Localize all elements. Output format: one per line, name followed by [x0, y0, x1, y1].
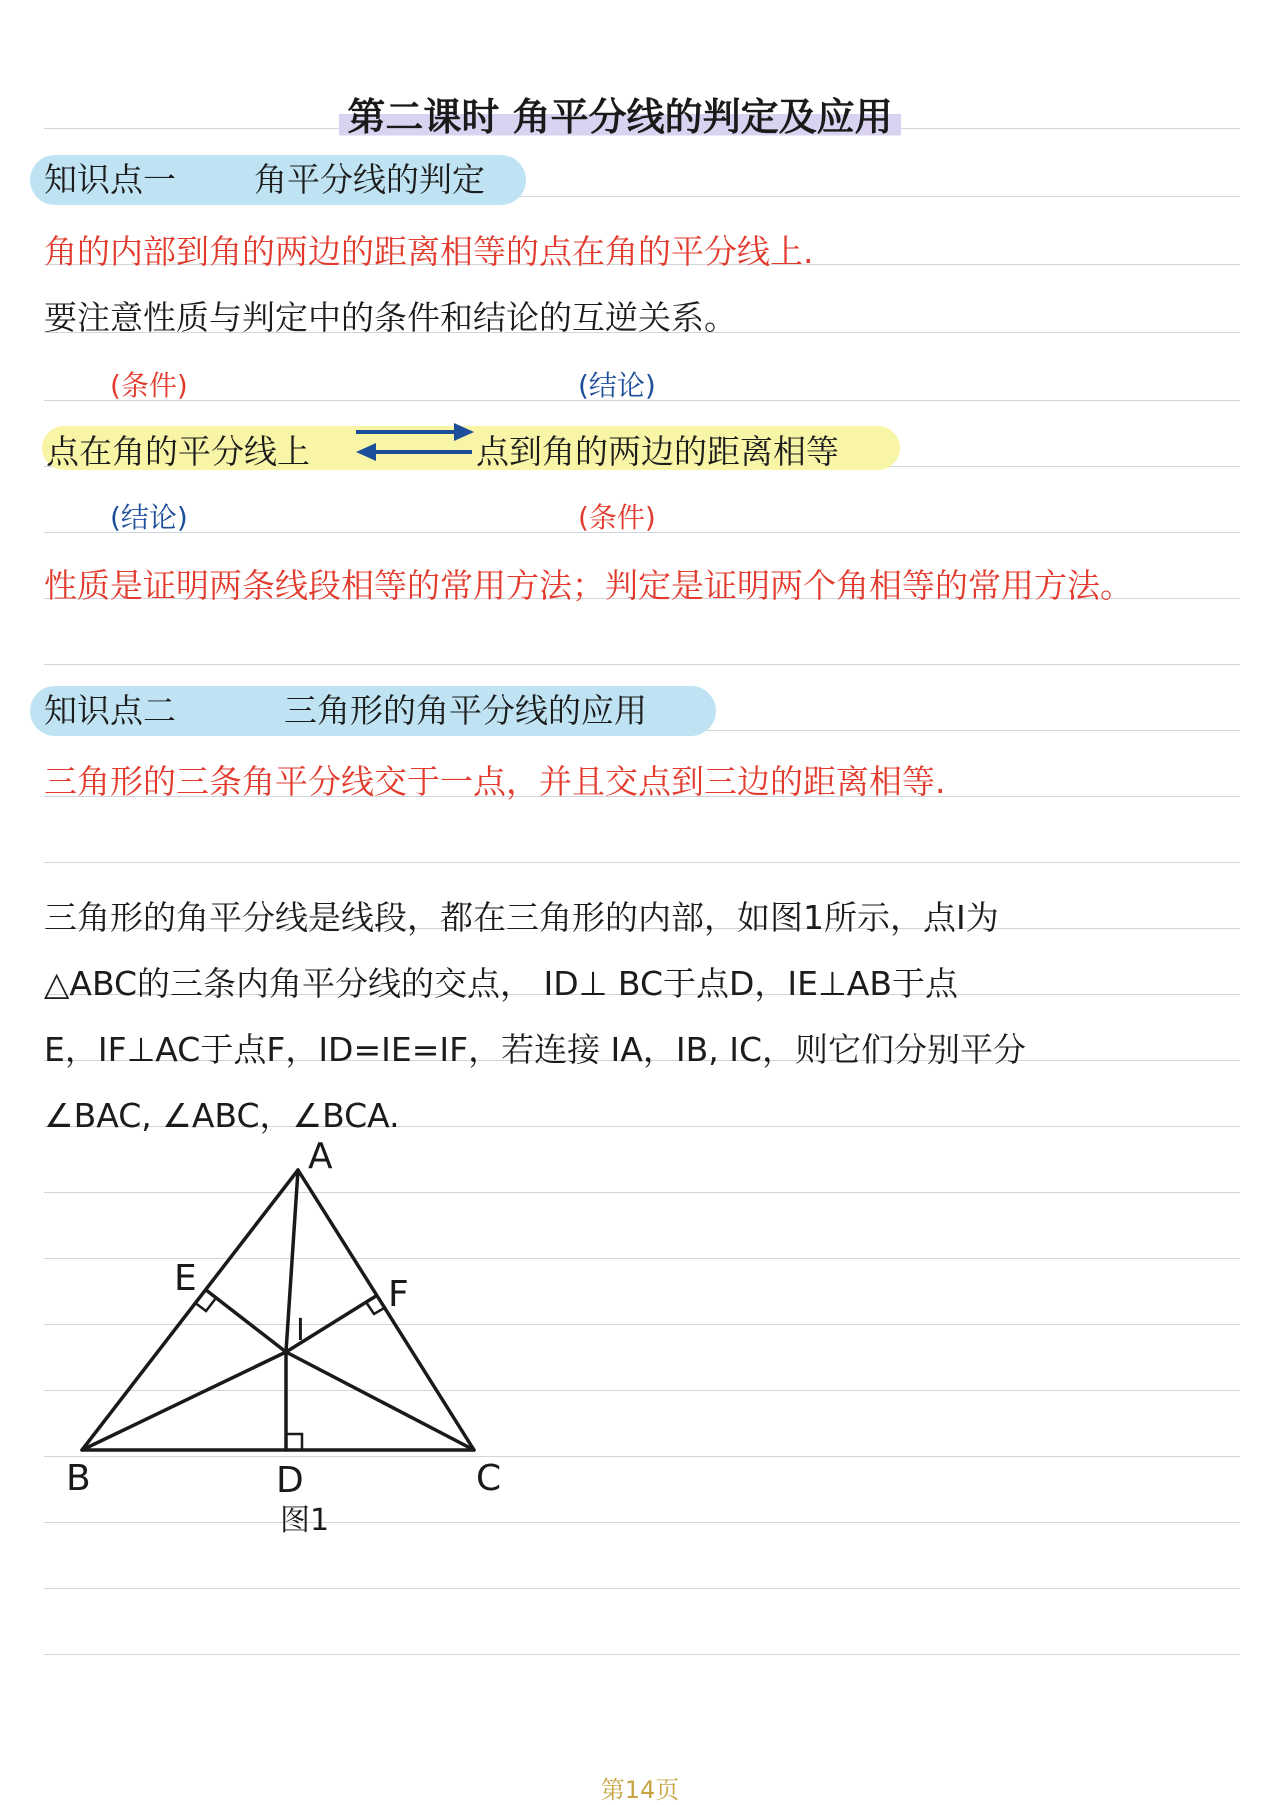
label-f: F	[388, 1274, 409, 1315]
tag-condition-bottom: (条件)	[578, 501, 656, 534]
label-a: A	[308, 1136, 333, 1177]
page-title-text: 第二课时 角平分线的判定及应用	[339, 94, 900, 139]
paragraph-line-4: ∠BAC, ∠ABC，∠BCA.	[44, 1096, 400, 1135]
section1-topic: 角平分线的判定	[254, 160, 485, 199]
right-phrase: 点到角的两边的距离相等	[476, 432, 839, 471]
figure-caption: 图1	[280, 1503, 330, 1538]
page-number: 第14页	[600, 1776, 680, 1804]
paragraph-line-2: △ABC的三条内角平分线的交点， ID⊥ BC于点D，IE⊥AB于点	[44, 964, 958, 1003]
left-phrase: 点在角的平分线上	[46, 432, 310, 471]
page-title	[0, 86, 1240, 141]
triangle-abc	[82, 1170, 474, 1450]
triangle-figure	[0, 1130, 560, 1550]
paragraph-line-3: E，IF⊥AC于点F，ID=IE=IF，若连接 IA，IB, IC，则它们分别平分	[44, 1030, 1026, 1069]
section1-note: 要注意性质与判定中的条件和结论的互逆关系。	[44, 298, 737, 337]
right-angle-d	[286, 1434, 302, 1450]
section1-statement: 角的内部到角的两边的距离相等的点在角的平分线上.	[44, 232, 814, 271]
label-c: C	[476, 1458, 502, 1499]
section1-header	[30, 155, 526, 205]
double-arrow-icon	[352, 418, 478, 464]
section1-label: 知识点一	[44, 160, 176, 199]
paragraph-line-1: 三角形的角平分线是线段，都在三角形的内部，如图1所示，点I为	[44, 898, 999, 937]
section2-statement: 三角形的三条角平分线交于一点，并且交点到三边的距离相等.	[44, 762, 946, 801]
label-e: E	[174, 1258, 197, 1299]
segment-ie	[206, 1290, 286, 1352]
section2-header	[30, 686, 716, 736]
tag-conclusion-top: (结论)	[578, 369, 656, 402]
section2-label: 知识点二	[44, 691, 176, 730]
section2-topic: 三角形的角平分线的应用	[284, 691, 647, 730]
section1-summary: 性质是证明两条线段相等的常用方法；判定是证明两个角相等的常用方法。	[44, 566, 1133, 605]
label-b: B	[66, 1458, 91, 1499]
tag-conclusion-bottom: (结论)	[110, 501, 188, 534]
label-d: D	[276, 1460, 304, 1501]
label-i: I	[296, 1313, 305, 1348]
bisector-b	[82, 1352, 286, 1450]
tag-condition-top: (条件)	[110, 369, 188, 402]
bisector-c	[286, 1352, 474, 1450]
